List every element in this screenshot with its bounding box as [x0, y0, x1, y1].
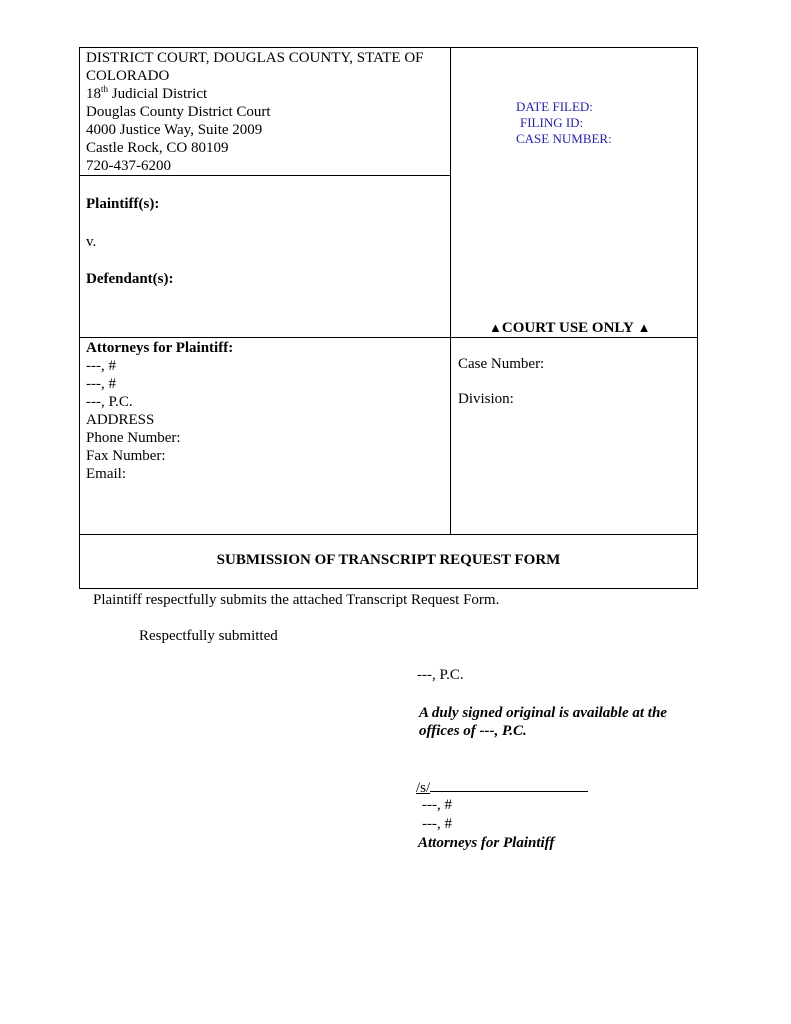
signature-note: [419, 704, 667, 740]
court-city: Castle Rock, CO 80109: [86, 140, 229, 156]
attorney-line: ---, P.C.: [86, 394, 133, 410]
closing-text: Respectfully submitted: [139, 628, 278, 644]
case-number-label: Case Number:: [458, 356, 545, 372]
attorney-line: ---, #: [86, 376, 116, 392]
defendant-label: Defendant(s):: [86, 271, 174, 287]
signature-role: Attorneys for Plaintiff: [418, 835, 555, 851]
signature-note-line2: offices of ---, P.C.: [419, 723, 527, 739]
signature-line: [416, 777, 588, 797]
filing-id-label: FILING ID:: [520, 115, 584, 130]
caption-divider-vertical: [450, 47, 451, 535]
body-paragraph: Plaintiff respectfully submits the attached Transcript Request Form.: [93, 592, 500, 608]
attorney-line: ---, #: [86, 358, 116, 374]
court-line2: COLORADO: [86, 68, 170, 84]
signature-attorney-2: ---, #: [422, 816, 452, 832]
signature-rule: [430, 777, 588, 792]
case-number-stamp-label: CASE NUMBER:: [516, 131, 612, 146]
plaintiff-label: Plaintiff(s):: [86, 196, 160, 212]
caption-divider-court: [79, 175, 451, 176]
court-line1: DISTRICT COURT, DOUGLAS COUNTY, STATE OF: [86, 50, 424, 66]
versus-label: v.: [86, 234, 97, 250]
signature-mark: /s/: [416, 780, 431, 796]
caption-divider-title: [79, 534, 698, 535]
attorneys-heading: Attorneys for Plaintiff:: [86, 340, 234, 356]
division-label: Division:: [458, 391, 514, 407]
signature-attorney-1: ---, #: [422, 797, 452, 813]
court-name: Douglas County District Court: [86, 104, 271, 120]
court-phone: 720-437-6200: [86, 158, 171, 174]
attorney-line: Fax Number:: [86, 448, 166, 464]
attorney-block: [86, 339, 233, 483]
court-use-only: [489, 320, 651, 337]
attorney-line: Phone Number:: [86, 430, 181, 446]
caption-divider-parties: [79, 337, 698, 338]
document-title: SUBMISSION OF TRANSCRIPT REQUEST FORM: [216, 552, 561, 568]
triangle-up-icon: ▲: [637, 320, 651, 335]
triangle-up-icon: ▲: [489, 320, 502, 335]
attorney-line: Email:: [86, 466, 126, 482]
attorney-line: ADDRESS: [86, 412, 155, 428]
signature-note-line1: A duly signed original is available at the: [419, 705, 667, 721]
judicial-district: 18th Judicial District: [86, 84, 208, 102]
date-filed-label: DATE FILED:: [516, 99, 593, 114]
signature-firm: ---, P.C.: [417, 667, 464, 683]
court-address: 4000 Justice Way, Suite 2009: [86, 122, 263, 138]
court-use-label: COURT USE ONLY: [501, 320, 634, 336]
court-block: [86, 49, 424, 175]
